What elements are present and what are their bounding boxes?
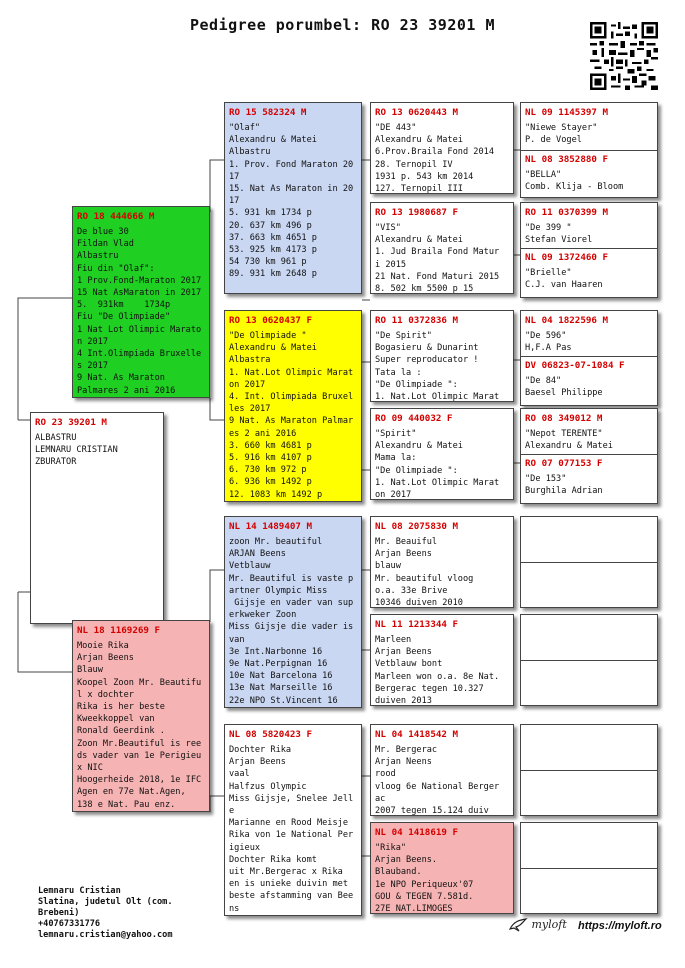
gen4-pair-empty-4 bbox=[520, 822, 658, 914]
dam-sire-line: Mr. Beautiful is vaste partner Olympic Miss bbox=[229, 573, 354, 596]
owner-name: Lemnaru Cristian bbox=[38, 886, 121, 896]
dam-line: Blauw bbox=[77, 665, 103, 676]
dam-line: Arjan Beens bbox=[77, 653, 134, 664]
gen4-line: Comb. Klija - Bloom bbox=[525, 182, 624, 193]
subject-ring: RO 23 39201 M bbox=[35, 417, 107, 428]
gen3-line: "DE 443" bbox=[375, 123, 417, 133]
gen4-line: "BELLA" bbox=[525, 170, 562, 180]
sire-sire-line: "Olaf" bbox=[229, 123, 261, 133]
gen3-line: Super reproducator ! bbox=[375, 355, 479, 366]
gen4-ring: NL 08 3852880 F bbox=[525, 154, 608, 165]
dam-line: 138 e Nat. Pau enz. bbox=[77, 799, 176, 810]
dam-sire-line: 13e Nat Marseille 16 bbox=[229, 683, 333, 694]
gen3-line: 10346 duiven 2010 bbox=[375, 598, 463, 608]
gen4-ring: NL 09 1145397 M bbox=[525, 107, 608, 118]
sire-sire-line: 54 730 km 961 p bbox=[229, 257, 307, 268]
gen4-entry[interactable] bbox=[525, 106, 653, 146]
dam-box[interactable] bbox=[72, 620, 210, 812]
dam-sire-ring: NL 14 1489407 M bbox=[229, 521, 312, 532]
sire-dam-ring: RO 13 0620437 F bbox=[229, 315, 312, 326]
dam-dam-line: en is unieke duivin met bbox=[229, 879, 348, 890]
dam-dam-line: uit Mr.Bergerac x Rika bbox=[229, 867, 343, 878]
gen4-line: "De 153" bbox=[525, 474, 567, 484]
dam-sire-line: 10e Nat Barcelona 16 bbox=[229, 671, 333, 682]
gen3-line: Arjan Beens bbox=[375, 647, 432, 658]
gen3-line: "De Olimpiade ": bbox=[375, 465, 458, 476]
gen3-box-7[interactable] bbox=[370, 724, 514, 816]
sire-line: 9 Nat. As Maraton bbox=[77, 373, 165, 384]
gen3-line: Mr. Bergerac bbox=[375, 745, 438, 755]
gen3-line: on 2017 bbox=[375, 490, 412, 500]
myloft-logo: myloft bbox=[508, 917, 567, 933]
sire-dam-line: 3. 660 km 4681 p bbox=[229, 440, 312, 451]
owner-address: Brebeni) bbox=[38, 908, 80, 918]
gen3-line: GOU & TEGEN 7.581d. bbox=[375, 891, 474, 902]
sire-sire-line: 53. 925 km 4173 p bbox=[229, 245, 317, 256]
gen4-ring: RO 07 077153 F bbox=[525, 458, 603, 469]
sire-dam-line: "De Olimpiade " bbox=[229, 331, 307, 341]
gen3-line: vloog 6e National Berger ac bbox=[375, 781, 505, 804]
gen3-line: 21 Nat. Fond Maturi 2015 bbox=[375, 271, 500, 282]
sire-line: 1 Prov.Fond-Maraton 2017 bbox=[77, 275, 202, 286]
sire-sire-ring: RO 15 582324 M bbox=[229, 107, 307, 118]
gen3-line: 6.Prov.Braila Fond 2014 bbox=[375, 147, 494, 158]
sire-line: 1 Nat Lot Olimpic Marato n 2017 bbox=[77, 324, 207, 347]
gen3-ring: NL 04 1418542 M bbox=[375, 729, 458, 740]
sire-ring: RO 18 444666 M bbox=[77, 211, 155, 222]
dam-line: Ronald Geerdink . bbox=[77, 726, 165, 737]
sire-line: Fiu "De Olimpiade" bbox=[77, 312, 171, 323]
gen3-line: Arjan Beens. bbox=[375, 855, 438, 866]
dam-sire-line: Gijsje en vader van superkweker Zoon bbox=[229, 598, 354, 621]
gen3-line: Alexandru & Matei bbox=[375, 135, 463, 146]
gen4-line: "De 596" bbox=[525, 331, 567, 341]
sire-dam-line: 12. 1083 km 1492 p bbox=[229, 489, 323, 500]
gen3-line: Vetblauw bont bbox=[375, 659, 443, 670]
subject-line: ZBURATOR bbox=[35, 457, 77, 468]
gen3-line: "De Spirit" bbox=[375, 331, 432, 341]
gen3-line: rood bbox=[375, 769, 396, 780]
gen4-pair-2 bbox=[520, 202, 658, 298]
dam-dam-line: vaal bbox=[229, 769, 250, 780]
dam-dam-line: Marianne en Rood Meisje bbox=[229, 818, 348, 829]
sire-line: Fildan Vlad bbox=[77, 239, 134, 250]
gen3-line: "Spirit" bbox=[375, 429, 417, 439]
sire-dam-line: 9 Nat. As Maraton Palmar es 2 ani 2016 bbox=[229, 416, 359, 439]
gen4-pair-1 bbox=[520, 102, 658, 198]
gen4-line: P. de Vogel bbox=[525, 135, 582, 146]
gen3-box-1[interactable] bbox=[370, 102, 514, 194]
gen3-box-5[interactable] bbox=[370, 516, 514, 608]
gen4-line: Stefan Viorel bbox=[525, 235, 593, 246]
gen3-line: Bogasieru & Dunarint bbox=[375, 343, 479, 354]
gen3-line: Alexandru & Matei bbox=[375, 235, 463, 246]
dam-dam-line: Arjan Beens bbox=[229, 757, 286, 768]
sire-sire-line: 1. Prov. Fond Maraton 20 17 bbox=[229, 159, 359, 182]
sire-sire-line: 37. 663 km 4651 p bbox=[229, 232, 317, 243]
gen3-line: Bergerac tegen 10.327 bbox=[375, 683, 484, 694]
sire-line: Albastru bbox=[77, 251, 119, 262]
gen3-line: 1931 p. 543 km 2014 bbox=[375, 171, 474, 182]
qr-code-icon bbox=[590, 22, 658, 90]
gen3-line: Tata la : bbox=[375, 367, 422, 378]
subject-line: LEMNARU CRISTIAN bbox=[35, 445, 118, 456]
gen3-ring: NL 08 2075830 M bbox=[375, 521, 458, 532]
dam-line: Hoogerheide 2018, 1e IFC Agen en 77e Nat.Agen, bbox=[77, 775, 207, 798]
dam-sire-line: Vetblauw bbox=[229, 561, 271, 572]
gen4-line: C.J. van Haaren bbox=[525, 280, 603, 291]
dam-line: Rika is her beste bbox=[77, 702, 165, 713]
gen3-line: 2007 tegen 15.124 duiv bbox=[375, 806, 489, 816]
gen4-line: Burghila Adrian bbox=[525, 486, 603, 497]
gen3-line: Arjan Neens bbox=[375, 757, 432, 768]
gen3-line: Mr. beautiful vloog bbox=[375, 573, 474, 584]
dam-dam-line: Rika von 1e National Perigieux bbox=[229, 830, 354, 853]
dam-sire-box[interactable] bbox=[224, 516, 362, 708]
gen3-line: 1. Nat.Lot Olimpic Marat bbox=[375, 392, 500, 402]
gen4-ring: NL 09 1372460 F bbox=[525, 252, 608, 263]
gen4-line: "Brielle" bbox=[525, 268, 572, 278]
gen4-pair-empty-2 bbox=[520, 614, 658, 706]
sire-sire-line: 20. 637 km 496 p bbox=[229, 220, 312, 231]
gen4-entry[interactable] bbox=[525, 251, 653, 291]
pair-divider bbox=[521, 356, 657, 357]
gen3-line: 8. 502 km 5500 p 15 bbox=[375, 284, 474, 294]
dam-dam-line: beste afstamming van Bee ns bbox=[229, 891, 359, 914]
gen3-ring: RO 13 1980687 F bbox=[375, 207, 458, 218]
gen3-line: Marleen won o.a. 8e Nat. bbox=[375, 671, 500, 682]
pair-divider bbox=[521, 770, 657, 771]
gen3-ring: NL 04 1418619 F bbox=[375, 827, 458, 838]
gen3-line: "De Olimpiade ": bbox=[375, 379, 458, 390]
gen4-line: "Niewe Stayer" bbox=[525, 123, 598, 133]
dam-line: Koopel Zoon Mr. Beautiful x dochter bbox=[77, 677, 202, 700]
sire-dam-line: Alexandru & Matei bbox=[229, 343, 317, 354]
gen4-line: "De 399 " bbox=[525, 223, 572, 233]
gen4-ring: NL 04 1822596 M bbox=[525, 315, 608, 326]
gen3-line: "VIS" bbox=[375, 223, 401, 233]
sire-sire-line: 15. Nat As Maraton in 20 17 bbox=[229, 184, 359, 207]
gen4-line: "De 84" bbox=[525, 376, 562, 386]
sire-dam-line: 6. 936 km 1492 p bbox=[229, 477, 312, 488]
gen3-line: 1e NPO Periqueux'07 bbox=[375, 879, 474, 890]
gen3-ring: RO 09 440032 F bbox=[375, 413, 453, 424]
gen4-ring: RO 11 0370399 M bbox=[525, 207, 608, 218]
gen4-line: H,F.A Pas bbox=[525, 343, 572, 354]
gen4-entry[interactable] bbox=[525, 412, 653, 452]
dam-sire-line: ARJAN Beens bbox=[229, 549, 286, 560]
gen3-line: Alexandru & Matei bbox=[375, 441, 463, 452]
sire-sire-line: Albastru bbox=[229, 147, 271, 158]
dam-ring: NL 18 1169269 F bbox=[77, 625, 160, 636]
sire-line: Palmares 2 ani 2016 bbox=[77, 385, 176, 396]
gen3-box-2[interactable] bbox=[370, 202, 514, 294]
gen4-entry[interactable] bbox=[525, 359, 653, 399]
dam-line: Zoon Mr.Beautiful is ree ds vader van 1e Perigieu x NIC bbox=[77, 738, 207, 774]
gen4-entry[interactable] bbox=[525, 314, 653, 354]
gen4-line: Baesel Philippe bbox=[525, 388, 603, 399]
sire-dam-line: 4. Int. Olimpiada Bruxelles 2017 bbox=[229, 392, 354, 415]
sire-line: De blue 30 bbox=[77, 227, 129, 237]
gen3-box-6[interactable] bbox=[370, 614, 514, 706]
owner-address: Slatina, judetul Olt (com. bbox=[38, 897, 173, 907]
gen3-line: duiven 2013 bbox=[375, 696, 432, 706]
sire-sire-line: 89. 931 km 2648 p bbox=[229, 269, 317, 280]
gen4-line: "Nepot TERENTE" bbox=[525, 429, 603, 439]
gen3-box-4[interactable] bbox=[370, 408, 514, 500]
gen3-line: Marleen bbox=[375, 635, 412, 645]
gen4-entry[interactable] bbox=[525, 153, 653, 193]
owner-phone[interactable]: +40767331776 bbox=[38, 919, 101, 929]
gen3-ring: RO 13 0620443 M bbox=[375, 107, 458, 118]
dam-sire-line: 9e Nat.Perpignan 16 bbox=[229, 659, 328, 670]
gen3-line: 27E NAT.LIMOGES bbox=[375, 904, 453, 914]
gen3-ring: RO 11 0372836 M bbox=[375, 315, 458, 326]
pair-divider bbox=[521, 562, 657, 563]
dam-line: Mooie Rika bbox=[77, 641, 129, 651]
sire-line: 15 Nat AsMaraton in 2017 bbox=[77, 288, 202, 299]
sire-dam-line: Albastra bbox=[229, 355, 271, 366]
subject-box[interactable] bbox=[30, 412, 164, 624]
sire-line: 4 Int.Olimpiada Bruxelle s 2017 bbox=[77, 349, 207, 372]
dam-dam-line: Halfzus Olympic bbox=[229, 781, 307, 792]
dam-line: Kweekkoppel van bbox=[77, 714, 155, 725]
site-link[interactable]: https://myloft.ro bbox=[578, 920, 662, 932]
sire-dam-line: 1. Nat.Lot Olimpic Marat on 2017 bbox=[229, 367, 359, 390]
gen4-line: Alexandru & Matei bbox=[525, 441, 613, 452]
sire-box[interactable] bbox=[72, 206, 210, 398]
sire-line: 5. 931km 1734p bbox=[77, 300, 171, 311]
dam-dam-line: Dochter Rika komt bbox=[229, 854, 317, 865]
gen4-entry[interactable] bbox=[525, 206, 653, 246]
sire-sire-line: 5. 931 km 1734 p bbox=[229, 208, 312, 219]
gen3-line: 1. Jud Braila Fond Matur i 2015 bbox=[375, 247, 505, 270]
gen3-line: Blauband. bbox=[375, 867, 422, 878]
gen3-line: 28. Ternopil IV bbox=[375, 159, 453, 170]
gen3-line: 127. Ternopil III bbox=[375, 184, 463, 194]
sire-sire-line: Alexandru & Matei bbox=[229, 135, 317, 146]
gen3-line: "Rika" bbox=[375, 843, 407, 853]
gen3-line: Mr. Beauiful bbox=[375, 537, 438, 547]
subject-line: ALBASTRU bbox=[35, 433, 77, 443]
gen4-ring: DV 06823-07-1084 F bbox=[525, 360, 625, 371]
pair-divider bbox=[521, 868, 657, 869]
sire-dam-box[interactable] bbox=[224, 310, 362, 502]
pair-divider bbox=[521, 248, 657, 249]
sire-sire-box[interactable] bbox=[224, 102, 362, 294]
gen3-box-8[interactable] bbox=[370, 822, 514, 914]
page-title: Pedigree porumbel: RO 23 39201 M bbox=[190, 16, 495, 34]
gen3-box-3[interactable] bbox=[370, 310, 514, 402]
dam-dam-line: Miss Gijsje, Snelee Jell e bbox=[229, 793, 359, 817]
pair-divider bbox=[521, 150, 657, 151]
owner-contact bbox=[38, 886, 173, 941]
gen4-pair-empty-1 bbox=[520, 516, 658, 608]
gen3-ring: NL 11 1213344 F bbox=[375, 619, 458, 630]
dam-sire-line: Miss Gijsje die vader is van bbox=[229, 622, 359, 645]
gen3-line: Mama la: bbox=[375, 453, 417, 464]
dam-sire-line: 22e NPO St.Vincent 16 bbox=[229, 695, 338, 706]
pair-divider bbox=[521, 454, 657, 455]
gen4-entry[interactable] bbox=[525, 457, 653, 497]
dam-dam-line: Dochter Rika bbox=[229, 745, 292, 755]
gen3-line: o.a. 33e Brive bbox=[375, 585, 448, 596]
gen4-pair-empty-3 bbox=[520, 724, 658, 816]
dam-sire-line: 3e Int.Narbonne 16 bbox=[229, 646, 323, 657]
dam-sire-line: zoon Mr. beautiful bbox=[229, 537, 323, 547]
dam-dam-ring: NL 08 5820423 F bbox=[229, 729, 312, 740]
pair-divider bbox=[521, 660, 657, 661]
sire-line: Fiu din "Olaf": bbox=[77, 263, 155, 274]
gen3-line: blauw bbox=[375, 561, 401, 572]
sire-dam-line: 5. 916 km 4107 p bbox=[229, 453, 312, 464]
owner-email[interactable]: lemnaru.cristian@yahoo.com bbox=[38, 930, 173, 940]
gen4-ring: RO 08 349012 M bbox=[525, 413, 603, 424]
gen3-line: 1. Nat.Lot Olimpic Marat bbox=[375, 477, 500, 488]
pigeon-icon bbox=[508, 917, 528, 933]
gen4-pair-4 bbox=[520, 408, 658, 504]
dam-dam-box[interactable] bbox=[224, 724, 362, 916]
gen4-pair-3 bbox=[520, 310, 658, 406]
sire-dam-line: 6. 730 km 972 p bbox=[229, 465, 307, 476]
gen3-line: Arjan Beens bbox=[375, 549, 432, 560]
